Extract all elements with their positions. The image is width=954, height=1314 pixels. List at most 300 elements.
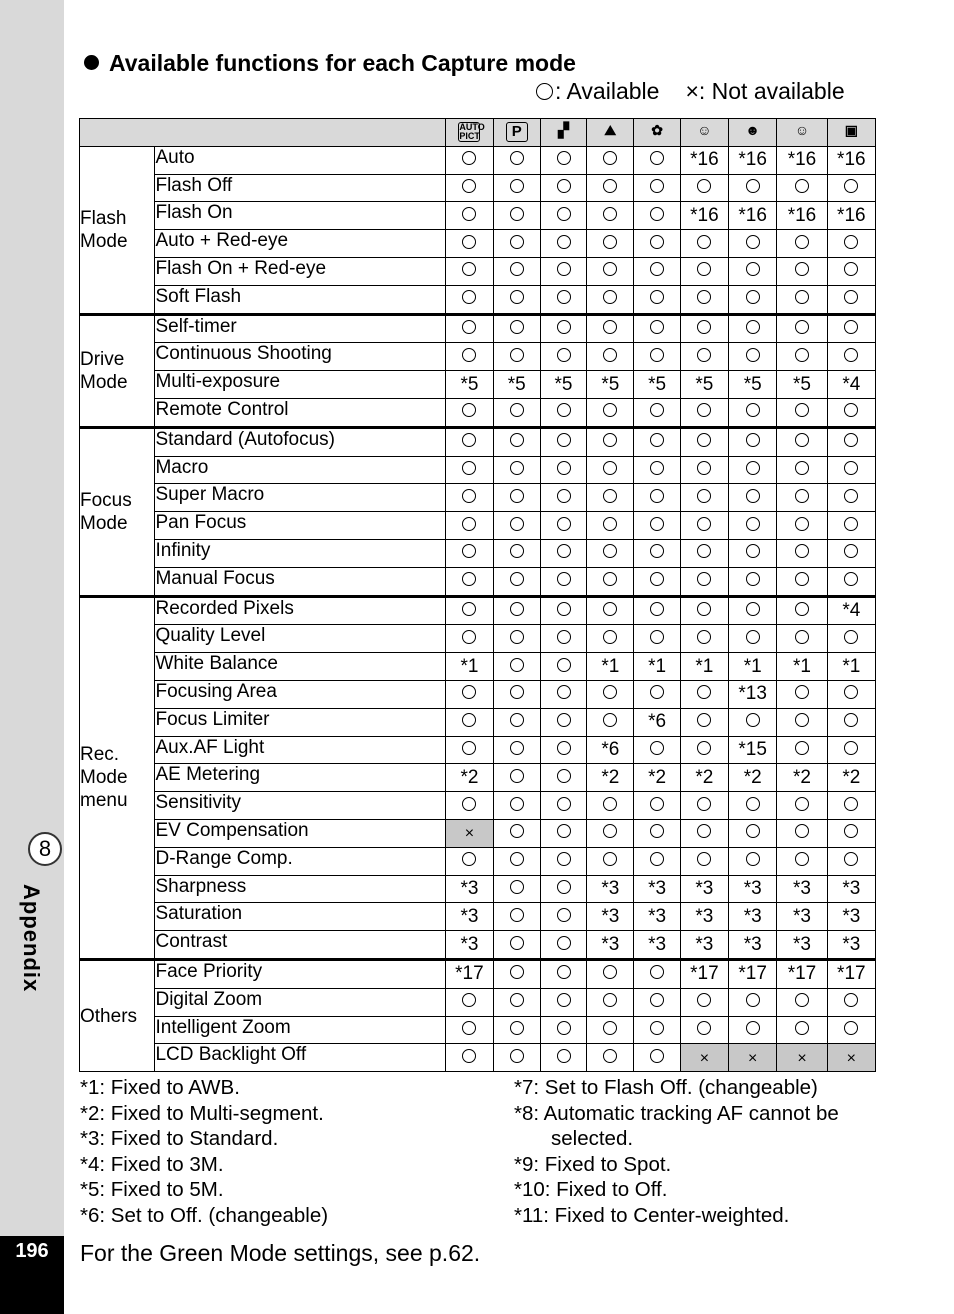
table-row [80, 764, 876, 792]
available-circle-icon [746, 433, 760, 447]
note-ref-cell: *6 [634, 708, 680, 736]
available-cell [493, 512, 540, 540]
available-cell [634, 427, 680, 456]
mode-column-header [680, 119, 728, 147]
note-ref-cell: *3 [777, 903, 827, 931]
available-cell [540, 708, 586, 736]
available-circle-icon [746, 1021, 760, 1035]
available-cell [587, 680, 634, 708]
available-circle-icon [697, 824, 711, 838]
available-cell [587, 708, 634, 736]
available-circle-icon [697, 741, 711, 755]
available-cell [587, 230, 634, 258]
available-cell [446, 314, 493, 343]
available-circle-icon [844, 741, 858, 755]
available-circle-icon [650, 403, 664, 417]
not-available-cell [827, 1044, 875, 1072]
group-label: Others [80, 959, 155, 1071]
available-circle-icon [510, 290, 524, 304]
function-name: Flash Off [155, 174, 446, 202]
available-circle-icon [650, 179, 664, 193]
available-circle-icon [557, 235, 571, 249]
available-cell [827, 230, 875, 258]
function-name: D-Range Comp. [155, 847, 446, 875]
function-name: Standard (Autofocus) [155, 427, 446, 456]
available-cell [446, 539, 493, 567]
note-ref-cell: *2 [827, 764, 875, 792]
footnote: *8: Automatic tracking AF cannot be [514, 1101, 839, 1125]
available-cell [634, 819, 680, 847]
available-cell [587, 625, 634, 653]
available-cell [446, 680, 493, 708]
available-cell [729, 988, 777, 1016]
function-name: Remote Control [155, 398, 446, 427]
note-ref-cell: *17 [777, 959, 827, 988]
available-circle-icon [603, 852, 617, 866]
available-cell [680, 427, 728, 456]
available-cell [777, 819, 827, 847]
available-circle-icon [844, 348, 858, 362]
available-cell [587, 1016, 634, 1044]
auto-picture-icon: AUTO PICT [459, 122, 485, 142]
available-cell [587, 959, 634, 988]
function-name: Manual Focus [155, 567, 446, 596]
table-row [80, 819, 876, 847]
available-circle-icon [650, 348, 664, 362]
available-circle-icon [603, 403, 617, 417]
table-row [80, 314, 876, 343]
available-cell [446, 988, 493, 1016]
available-cell [493, 903, 540, 931]
available-circle-icon [603, 630, 617, 644]
mode-column-header [827, 119, 875, 147]
available-circle-icon [557, 348, 571, 362]
available-circle-icon [510, 348, 524, 362]
available-cell [777, 596, 827, 625]
available-cell [729, 539, 777, 567]
available-circle-icon [603, 572, 617, 586]
available-cell [587, 146, 634, 174]
table-row [80, 931, 876, 960]
function-name: Intelligent Zoom [155, 1016, 446, 1044]
available-cell [729, 343, 777, 371]
available-cell [446, 484, 493, 512]
available-circle-icon [536, 83, 553, 100]
available-circle-icon [795, 489, 809, 503]
available-circle-icon [557, 489, 571, 503]
available-cell [634, 202, 680, 230]
available-cell [634, 146, 680, 174]
note-ref-cell: *5 [493, 371, 540, 399]
available-cell [540, 484, 586, 512]
available-circle-icon [650, 685, 664, 699]
available-cell [446, 1044, 493, 1072]
function-name: Auto [155, 146, 446, 174]
not-available-icon: × [699, 1049, 710, 1067]
available-circle-icon [603, 965, 617, 979]
table-row [80, 567, 876, 596]
available-cell [493, 596, 540, 625]
available-cell [540, 174, 586, 202]
available-cell [777, 398, 827, 427]
not-available-cell [680, 1044, 728, 1072]
available-circle-icon [650, 852, 664, 866]
available-circle-icon [557, 658, 571, 672]
available-circle-icon [795, 290, 809, 304]
face-icon: ☻ [745, 122, 761, 139]
available-circle-icon [795, 348, 809, 362]
available-cell [827, 819, 875, 847]
available-cell [777, 539, 827, 567]
available-cell [777, 257, 827, 285]
available-cell [634, 512, 680, 540]
available-circle-icon [746, 544, 760, 558]
available-cell [540, 146, 586, 174]
available-cell [493, 764, 540, 792]
available-cell [540, 230, 586, 258]
available-cell [680, 456, 728, 484]
mode-icon-header-row [80, 119, 876, 147]
sidebar [0, 0, 64, 1314]
note-ref-cell: *1 [634, 653, 680, 681]
available-cell [827, 285, 875, 314]
available-circle-icon [795, 235, 809, 249]
available-circle-icon [795, 685, 809, 699]
available-circle-icon [557, 320, 571, 334]
available-cell [493, 792, 540, 820]
available-circle-icon [650, 741, 664, 755]
function-name: Super Macro [155, 484, 446, 512]
available-cell [446, 427, 493, 456]
available-cell [540, 257, 586, 285]
footnote: *1: Fixed to AWB. [80, 1076, 240, 1099]
available-cell [540, 456, 586, 484]
footnote: *2: Fixed to Multi-segment. [80, 1101, 324, 1125]
available-circle-icon [844, 517, 858, 531]
available-cell [634, 680, 680, 708]
available-circle-icon [795, 713, 809, 727]
available-cell [587, 484, 634, 512]
available-cell [729, 596, 777, 625]
note-ref-cell: *3 [446, 903, 493, 931]
available-circle-icon [510, 630, 524, 644]
available-circle-icon [462, 630, 476, 644]
available-cell [493, 1016, 540, 1044]
available-cell [446, 257, 493, 285]
available-circle-icon [603, 290, 617, 304]
available-circle-icon [603, 207, 617, 221]
available-cell [446, 174, 493, 202]
available-circle-icon [510, 262, 524, 276]
available-circle-icon [557, 824, 571, 838]
footnote: *9: Fixed to Spot. [514, 1152, 672, 1176]
available-circle-icon [650, 235, 664, 249]
available-circle-icon [697, 797, 711, 811]
available-circle-icon [603, 235, 617, 249]
available-cell [446, 847, 493, 875]
available-circle-icon [746, 290, 760, 304]
note-ref-cell: *5 [446, 371, 493, 399]
available-cell [634, 456, 680, 484]
note-ref-cell: *3 [634, 875, 680, 903]
available-cell [680, 512, 728, 540]
portrait-icon: ☺ [697, 122, 712, 139]
group-label: Rec. Mode menu [80, 596, 155, 959]
available-circle-icon [795, 544, 809, 558]
available-circle-icon [510, 824, 524, 838]
available-circle-icon [746, 517, 760, 531]
available-circle-icon [650, 1049, 664, 1063]
function-name: Soft Flash [155, 285, 446, 314]
available-cell [634, 1044, 680, 1072]
table-row [80, 202, 876, 230]
available-circle-icon [746, 572, 760, 586]
available-cell [493, 539, 540, 567]
available-circle-icon [795, 179, 809, 193]
function-name: Aux.AF Light [155, 736, 446, 764]
note-ref-cell: *17 [446, 959, 493, 988]
available-cell [540, 625, 586, 653]
available-cell [729, 427, 777, 456]
available-circle-icon [510, 544, 524, 558]
available-cell [729, 398, 777, 427]
available-circle-icon [650, 797, 664, 811]
available-circle-icon [650, 207, 664, 221]
available-circle-icon [844, 461, 858, 475]
available-circle-icon [697, 993, 711, 1007]
available-circle-icon [746, 461, 760, 475]
table-row [80, 625, 876, 653]
available-circle-icon [462, 685, 476, 699]
available-circle-icon [510, 179, 524, 193]
available-circle-icon [557, 908, 571, 922]
available-cell [680, 285, 728, 314]
available-cell [446, 1016, 493, 1044]
available-cell [587, 819, 634, 847]
function-name: Sensitivity [155, 792, 446, 820]
note-ref-cell: *3 [729, 931, 777, 960]
function-name: Flash On [155, 202, 446, 230]
available-cell [729, 847, 777, 875]
note-ref-cell: *16 [827, 146, 875, 174]
table-row [80, 146, 876, 174]
available-cell [634, 230, 680, 258]
available-cell [777, 736, 827, 764]
table-row [80, 708, 876, 736]
available-circle-icon [746, 602, 760, 616]
available-circle-icon [510, 572, 524, 586]
available-circle-icon [603, 179, 617, 193]
available-circle-icon [603, 151, 617, 165]
mode-column-header [446, 119, 493, 147]
available-circle-icon [844, 403, 858, 417]
available-circle-icon [557, 936, 571, 950]
available-circle-icon [603, 1021, 617, 1035]
available-cell [634, 567, 680, 596]
available-circle-icon [650, 1021, 664, 1035]
mode-column-header [540, 119, 586, 147]
available-circle-icon [650, 320, 664, 334]
table-row [80, 1044, 876, 1072]
available-circle-icon [697, 602, 711, 616]
available-cell [680, 539, 728, 567]
function-name: Digital Zoom [155, 988, 446, 1016]
available-cell [540, 959, 586, 988]
available-cell [777, 230, 827, 258]
header-blank [80, 119, 446, 147]
available-cell [493, 343, 540, 371]
available-cell [540, 736, 586, 764]
available-cell [587, 343, 634, 371]
note-ref-cell: *16 [680, 202, 728, 230]
available-circle-icon [557, 741, 571, 755]
available-circle-icon [746, 993, 760, 1007]
available-cell [540, 988, 586, 1016]
available-circle-icon [603, 489, 617, 503]
available-circle-icon [510, 489, 524, 503]
available-circle-icon [746, 852, 760, 866]
available-circle-icon [844, 544, 858, 558]
available-circle-icon [462, 151, 476, 165]
available-circle-icon [844, 1021, 858, 1035]
available-circle-icon [795, 1021, 809, 1035]
available-circle-icon [844, 320, 858, 334]
available-cell [680, 174, 728, 202]
available-circle-icon [462, 235, 476, 249]
available-cell [827, 625, 875, 653]
legend-available: : Available [555, 78, 660, 104]
available-cell [827, 314, 875, 343]
available-cell [540, 285, 586, 314]
footnote: *7: Set to Flash Off. (changeable) [514, 1076, 818, 1099]
available-cell [777, 314, 827, 343]
available-cell [827, 1016, 875, 1044]
available-cell [540, 764, 586, 792]
available-cell [446, 596, 493, 625]
available-cell [827, 174, 875, 202]
available-circle-icon [557, 179, 571, 193]
available-cell [777, 792, 827, 820]
available-circle-icon [844, 262, 858, 276]
available-circle-icon [650, 572, 664, 586]
function-name: Focusing Area [155, 680, 446, 708]
available-cell [540, 653, 586, 681]
available-cell [680, 625, 728, 653]
available-cell [587, 847, 634, 875]
available-circle-icon [650, 630, 664, 644]
available-circle-icon [795, 852, 809, 866]
available-cell [777, 708, 827, 736]
available-cell [729, 792, 777, 820]
note-ref-cell: *5 [587, 371, 634, 399]
available-circle-icon [557, 630, 571, 644]
available-cell [680, 847, 728, 875]
available-cell [777, 484, 827, 512]
footnote: *10: Fixed to Off. [514, 1178, 668, 1201]
table-row [80, 456, 876, 484]
available-cell [587, 314, 634, 343]
available-circle-icon [510, 741, 524, 755]
available-circle-icon [650, 461, 664, 475]
note-ref-cell: *3 [587, 875, 634, 903]
available-circle-icon [510, 769, 524, 783]
available-circle-icon [844, 235, 858, 249]
available-cell [493, 427, 540, 456]
available-cell [777, 427, 827, 456]
available-circle-icon [697, 290, 711, 304]
available-circle-icon [603, 517, 617, 531]
available-circle-icon [462, 461, 476, 475]
available-circle-icon [844, 993, 858, 1007]
available-circle-icon [510, 936, 524, 950]
available-circle-icon [462, 1021, 476, 1035]
available-cell [540, 343, 586, 371]
available-circle-icon [650, 824, 664, 838]
available-circle-icon [697, 572, 711, 586]
available-circle-icon [697, 1021, 711, 1035]
mode-column-header [587, 119, 634, 147]
available-circle-icon [603, 461, 617, 475]
available-cell [446, 456, 493, 484]
available-cell [729, 625, 777, 653]
table-row [80, 285, 876, 314]
available-circle-icon [557, 713, 571, 727]
available-cell [634, 398, 680, 427]
available-cell [827, 512, 875, 540]
available-circle-icon [603, 824, 617, 838]
available-circle-icon [510, 151, 524, 165]
available-circle-icon [844, 852, 858, 866]
available-cell [540, 539, 586, 567]
available-cell [827, 343, 875, 371]
footnote: *6: Set to Off. (changeable) [80, 1203, 329, 1227]
available-circle-icon [650, 489, 664, 503]
available-circle-icon [844, 797, 858, 811]
available-circle-icon [697, 320, 711, 334]
function-name: Auto + Red-eye [155, 230, 446, 258]
available-circle-icon [557, 685, 571, 699]
note-ref-cell: *3 [827, 931, 875, 960]
available-cell [634, 257, 680, 285]
available-cell [493, 1044, 540, 1072]
available-cell [729, 314, 777, 343]
chapter-number-badge: 8 [28, 832, 62, 866]
function-name: LCD Backlight Off [155, 1044, 446, 1072]
note-ref-cell: *3 [587, 931, 634, 960]
available-circle-icon [650, 290, 664, 304]
available-cell [587, 1044, 634, 1072]
available-cell [827, 398, 875, 427]
available-cell [493, 875, 540, 903]
footnote: *3: Fixed to Standard. [80, 1127, 279, 1150]
available-cell [634, 792, 680, 820]
table-row [80, 343, 876, 371]
function-name: Flash On + Red-eye [155, 257, 446, 285]
self-portrait-icon: ▣ [844, 122, 858, 139]
available-circle-icon [462, 517, 476, 531]
available-circle-icon [462, 489, 476, 503]
table-row [80, 257, 876, 285]
available-circle-icon [603, 993, 617, 1007]
available-circle-icon [697, 403, 711, 417]
available-cell [680, 484, 728, 512]
available-cell [587, 398, 634, 427]
available-cell [540, 847, 586, 875]
available-circle-icon [462, 852, 476, 866]
available-cell [540, 596, 586, 625]
available-circle-icon [697, 179, 711, 193]
note-ref-cell: *16 [777, 146, 827, 174]
